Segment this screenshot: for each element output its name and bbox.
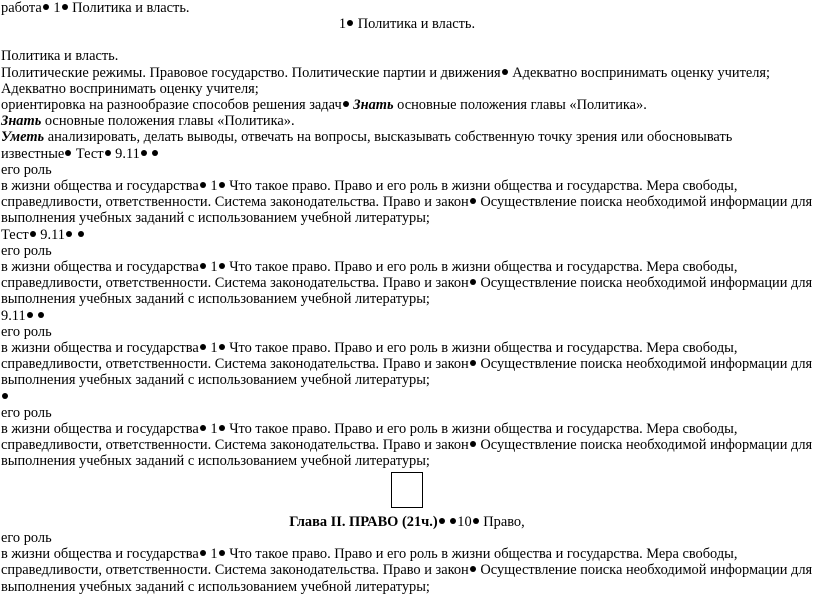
bullet-icon: [343, 101, 349, 107]
law-paragraph: в жизни общества и государства 1 Что такое право. Право и его роль в жизни общества и государства. Мера свободы, справедливости, ответственности. Система законодательства. Право и закон Осуществление поиска необходимой информации для выполнения учебных заданий с использованием учебной литературы;: [1, 259, 813, 308]
bullet-icon: [470, 441, 476, 447]
bullet-icon: [470, 198, 476, 204]
bullet-icon: [38, 312, 44, 318]
line-know: Знать основные положения главы «Политика».: [1, 113, 295, 130]
bullet-icon: [200, 344, 206, 350]
empty-image-box: [391, 472, 423, 508]
ego-rol: его роль: [1, 242, 52, 259]
bullet-icon: [66, 231, 72, 237]
bullet-icon: [219, 344, 225, 350]
bullet-icon: [470, 360, 476, 366]
bullet-line: [1, 389, 813, 405]
line-orientation: ориентировка на разнообразие способов решения задач Знать основные положения главы «Политика».: [1, 97, 647, 114]
line-assessment: Адекватно воспринимать оценку учителя;: [1, 80, 259, 97]
bullet-icon: [219, 425, 225, 431]
ego-rol: его роль: [1, 529, 52, 546]
line-1: работа 1 Политика и власть.: [1, 0, 190, 16]
bullet-icon: [200, 425, 206, 431]
bullet-icon: [219, 182, 225, 188]
bullet-icon: [78, 231, 84, 237]
bullet-icon: [347, 20, 353, 26]
bullet-icon: [62, 4, 68, 10]
bullet-icon: [219, 550, 225, 556]
bullet-icon: [27, 312, 33, 318]
bullet-icon: [65, 150, 71, 156]
bullet-icon: [470, 279, 476, 285]
topic-heading: Политика и власть.: [1, 48, 119, 65]
test-line: Тест 9.11: [1, 227, 813, 243]
bullet-icon: [105, 150, 111, 156]
bullet-icon: [2, 393, 8, 399]
bullet-icon: [470, 566, 476, 572]
bullet-icon: [200, 182, 206, 188]
line-2-centered: 1 Политика и власть.: [338, 16, 476, 33]
line-known-test: известные Тест 9.11: [1, 146, 813, 162]
blank-line: [1, 32, 813, 48]
bullet-icon: [502, 69, 508, 75]
ego-rol: его роль: [1, 323, 52, 340]
bullet-icon: [30, 231, 36, 237]
law-paragraph: в жизни общества и государства 1 Что такое право. Право и его роль в жизни общества и государства. Мера свободы, справедливости, ответственности. Система законодательства. Право и закон Осуществление поиска необходимой информации для выполнения учебных заданий с использованием учебной литературы;: [1, 546, 813, 595]
law-paragraph: в жизни общества и государства 1 Что такое право. Право и его роль в жизни общества и государства. Мера свободы, справедливости, ответственности. Система законодательства. Право и закон Осуществление поиска необходимой информации для выполнения учебных заданий с использованием учебной литературы;: [1, 178, 813, 227]
law-paragraph: в жизни общества и государства 1 Что такое право. Право и его роль в жизни общества и государства. Мера свободы, справедливости, ответственности. Система законодательства. Право и закон Осуществление поиска необходимой информации для выполнения учебных заданий с использованием учебной литературы;: [1, 421, 813, 470]
law-paragraph: в жизни общества и государства 1 Что такое право. Право и его роль в жизни общества и государства. Мера свободы, справедливости, ответственности. Система законодательства. Право и закон Осуществление поиска необходимой информации для выполнения учебных заданий с использованием учебной литературы;: [1, 340, 813, 389]
bullet-icon: [152, 150, 158, 156]
bullet-icon: [219, 263, 225, 269]
chapter-heading: Глава II. ПРАВО (21ч.) 10 Право,: [289, 513, 525, 530]
ego-rol: его роль: [1, 404, 52, 421]
number-line: 9.11: [1, 308, 813, 324]
bullet-icon: [450, 518, 456, 524]
bullet-icon: [473, 518, 479, 524]
line-can: Уметь анализировать, делать выводы, отвечать на вопросы, высказывать собственную точку зрения или обосновывать: [1, 129, 733, 146]
bullet-icon: [200, 263, 206, 269]
ego-rol: его роль: [1, 161, 52, 178]
bullet-icon: [439, 518, 445, 524]
line-regimes: Политические режимы. Правовое государство. Политические партии и движения Адекватно воспринимать оценку учителя;: [1, 64, 771, 81]
bullet-icon: [200, 550, 206, 556]
bullet-icon: [141, 150, 147, 156]
bullet-icon: [43, 4, 49, 10]
